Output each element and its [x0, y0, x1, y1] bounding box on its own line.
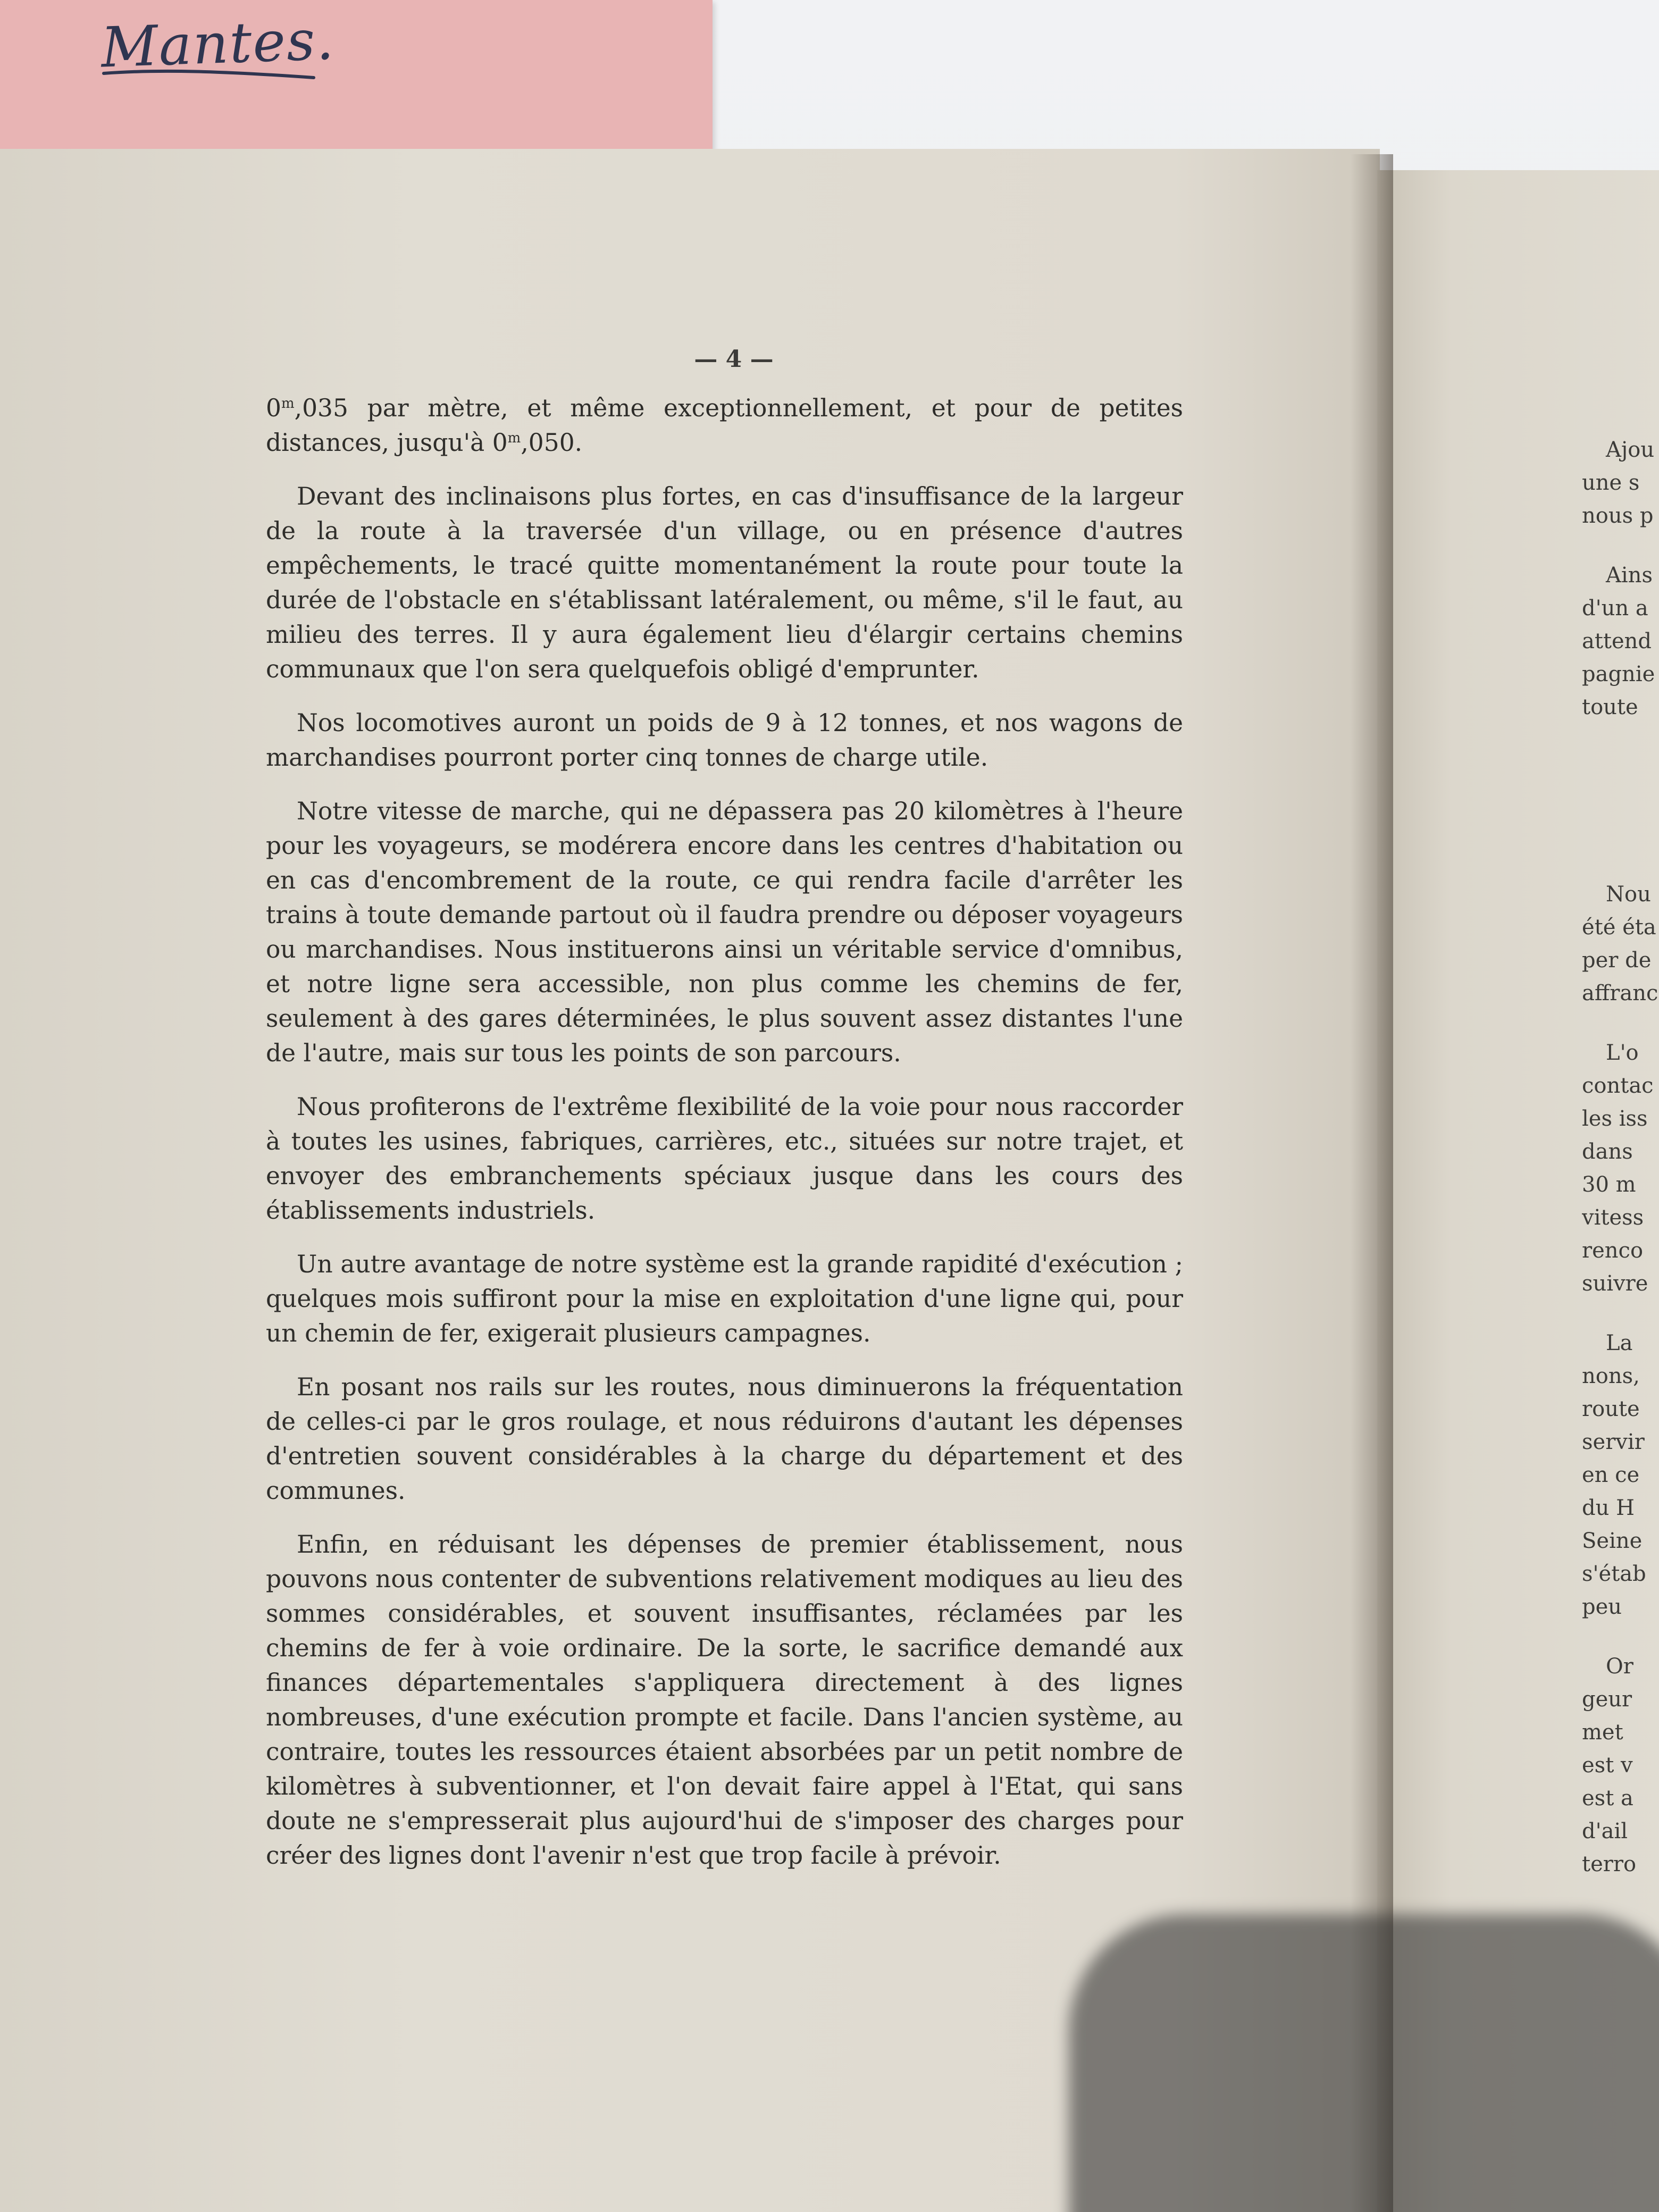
- right-page-fragment: per de: [1582, 948, 1652, 973]
- page-body-text: [266, 391, 1183, 1892]
- right-page-fragment: renco: [1582, 1238, 1644, 1263]
- camera-shadow: [1069, 1914, 1659, 2212]
- right-page-fragment: L'o: [1606, 1041, 1639, 1065]
- right-page-fragment: 30 m: [1582, 1172, 1636, 1197]
- paragraph-2: Devant des inclinaisons plus fortes, en cas d'insuffisance de la largeur de la route à la traversée d'un village, ou en présence d'autres empêchements, le tracé quitte momentanément la route pour toute la durée de l'obstacle en s'établissant latéralement, ou même, s'il le faut, au milieu des terres. Il y aura également lieu d'élargir certains chemins communaux que l'on sera quelquefois obligé d'emprunter.: [266, 482, 1183, 683]
- right-page-fragment: est v: [1582, 1753, 1633, 1778]
- paragraph-7: En posant nos rails sur les routes, nous diminuerons la fréquentation de celles-ci par le gros roulage, et nous réduirons d'autant les dépenses d'entretien souvent considérables à la charge du département et des communes.: [266, 1373, 1183, 1505]
- right-page-fragment: été éta: [1582, 915, 1656, 940]
- right-page-fragment: attend: [1582, 629, 1652, 653]
- fragment-gap: [1582, 724, 1659, 878]
- right-page-fragment: est a: [1582, 1786, 1633, 1811]
- pink-index-card: [0, 0, 713, 160]
- handwritten-underline: [0, 0, 340, 90]
- right-page-fragment: Ains: [1606, 563, 1653, 588]
- right-page-fragment: terro: [1582, 1852, 1637, 1876]
- right-page-fragment: du H: [1582, 1496, 1635, 1520]
- right-page-fragment: met: [1582, 1720, 1623, 1745]
- right-page-fragment: La: [1606, 1331, 1633, 1355]
- paragraph-5: Nous profiterons de l'extrême flexibilité de la voie pour nous raccorder à toutes les usines, fabriques, carrières, etc., situées sur notre trajet, et envoyer des embranchements spéciaux jusque dans les cours des établissements industriels.: [266, 1093, 1183, 1225]
- right-page-fragment: toute: [1582, 695, 1638, 719]
- right-page-fragment: affranc: [1582, 981, 1658, 1006]
- right-page-text-fragments: [1582, 433, 1659, 1881]
- paragraph-8: Enfin, en réduisant les dépenses de premier établissement, nous pouvons nous contenter de subventions relativement modiques au lieu des sommes considérables, et souvent insuffisantes, réclamées par les chemins de fer à voie ordinaire. De la sorte, le sacrifice demandé aux finances départementales s'appliquera directement à des lignes nombreuses, d'une exécution prompte et facile. Dans l'ancien système, au contraire, toutes les ressources étaient absorbées par un petit nombre de kilomètres à subventionner, et l'on devait faire appel à l'Etat, qui sans doute ne s'empresserait plus aujourd'hui de s'imposer des charges pour créer des lignes dont l'avenir n'est que trop facile à prévoir.: [266, 1530, 1183, 1870]
- right-page-fragment: Or: [1606, 1654, 1633, 1679]
- right-page-fragment: dans: [1582, 1139, 1633, 1164]
- right-page-fragment: suivre: [1582, 1271, 1648, 1296]
- right-page-fragment: Ajou: [1606, 438, 1655, 462]
- right-page-fragment: nous p: [1582, 504, 1654, 528]
- paragraph-1: 0$^m$,035 par mètre, et même exceptionnellement, et pour de petites distances, jusqu'à 0$^m$,050.: [266, 394, 1183, 457]
- right-page-fragment: geur: [1582, 1687, 1632, 1712]
- right-page-fragment: route: [1582, 1397, 1640, 1421]
- right-page-fragment: vitess: [1582, 1205, 1644, 1230]
- handwritten-note: Mantes.: [100, 7, 336, 80]
- right-page-fragment: pagnie: [1582, 662, 1655, 686]
- right-page-fragment: d'un a: [1582, 596, 1648, 621]
- page-number: — 4 —: [694, 346, 774, 373]
- fragment-gap: [1582, 532, 1659, 559]
- right-page-fragment: contac: [1582, 1074, 1654, 1098]
- right-page-fragment: nons,: [1582, 1364, 1640, 1388]
- fragment-gap: [1582, 1010, 1659, 1036]
- right-page-fragment: une s: [1582, 471, 1640, 495]
- paragraph-6: Un autre avantage de notre système est la grande rapidité d'exécution ; quelques mois suffiront pour la mise en exploitation d'une ligne qui, pour un chemin de fer, exigerait plusieurs campagnes.: [266, 1250, 1183, 1347]
- right-page-fragment: Seine: [1582, 1529, 1643, 1553]
- right-page-fragment: servir: [1582, 1430, 1645, 1454]
- right-page-fragment: en ce: [1582, 1463, 1640, 1487]
- right-page-fragment: s'étab: [1582, 1562, 1646, 1586]
- right-page-fragment: Nou: [1606, 882, 1651, 907]
- paragraph-4: Notre vitesse de marche, qui ne dépassera pas 20 kilomètres à l'heure pour les voyageurs, se modérera encore dans les centres d'habitation ou en cas d'encombrement de la route, ce qui rendra facile d'arrêter les trains à toute demande partout où il faudra prendre ou déposer voyageurs ou marchandises. Nous instituerons ainsi un véritable service d'omnibus, et notre ligne sera accessible, non plus comme les chemins de fer, seulement à des gares déterminées, le plus souvent assez distantes l'une de l'autre, mais sur tous les points de son parcours.: [266, 797, 1183, 1067]
- paragraph-3: Nos locomotives auront un poids de 9 à 12 tonnes, et nos wagons de marchandises pourront porter cinq tonnes de charge utile.: [266, 709, 1183, 772]
- book-gutter: [1351, 154, 1393, 2212]
- right-page-fragment: peu: [1582, 1595, 1622, 1619]
- right-page-fragment: d'ail: [1582, 1819, 1628, 1844]
- fragment-gap: [1582, 1300, 1659, 1327]
- right-page-fragment: les iss: [1582, 1107, 1648, 1131]
- fragment-gap: [1582, 1623, 1659, 1650]
